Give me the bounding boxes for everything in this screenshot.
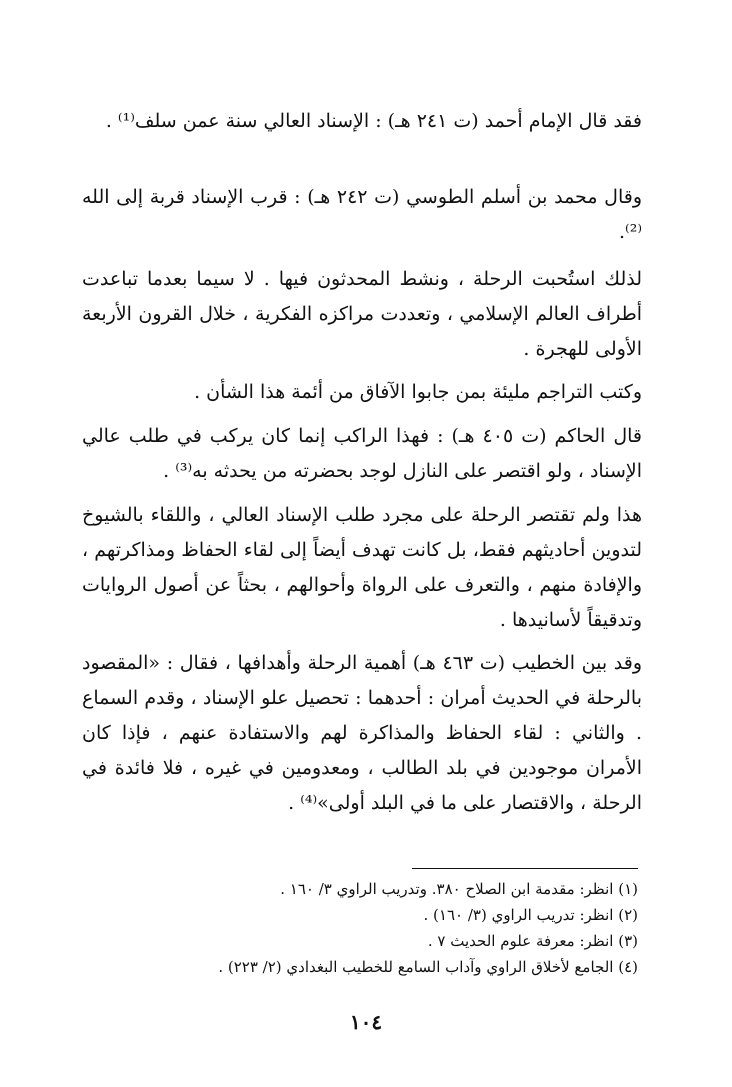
page-number: ١٠٤ <box>349 1010 383 1034</box>
paragraph-rihla-preference: لذلك استُحبت الرحلة ، ونشط المحدثون فيها . لا سيما بعدما تباعدت أطراف العالم الإسلامي ، وتعددت مراكزه الفكرية ، خلال القرون الأربعة الأولى للهجرة . <box>82 268 642 360</box>
footnote-4: (٤) الجامع لأخلاق الراوي وآداب السامع للخطيب البغدادي (٢/ ٢٢٣) . <box>218 958 638 976</box>
paragraph-tusi: وقال محمد بن أسلم الطوسي (ت ٢٤٢ هـ) : قرب الإسناد قربة إلى الله ⁽²⁾. <box>82 186 642 243</box>
footnote-2: (٢) انظر: تدريب الراوي (٣/ ١٦٠) . <box>423 906 638 924</box>
footnote-divider <box>412 868 638 869</box>
footnote-3: (٣) انظر: معرفة علوم الحديث ٧ . <box>427 932 638 950</box>
paragraph-khatib: وقد بين الخطيب (ت ٤٦٣ هـ) أهمية الرحلة وأهدافها ، فقال : «المقصود بالرحلة في الحديث أمران : أحدهما : تحصيل علو الإسناد ، وقدم السماع . والثاني : لقاء الحفاظ والمذاكرة لهم والاستفادة عنهم ، فإذا كان الأمران موجودين في بلد الطالب ، ومعدومين في غيره ، فلا فائدة في الرحلة ، والاقتصار على ما في البلد أولى»⁽⁴⁾ . <box>82 652 643 814</box>
paragraph-hakim: قال الحاكم (ت ٤٠٥ هـ) : فهذا الراكب إنما كان يركب في طلب عالي الإسناد ، ولو اقتصر على النازل لوجد بحضرته من يحدثه به⁽³⁾ . <box>82 425 643 482</box>
footnote-1: (١) انظر: مقدمة ابن الصلاح ٣٨٠. وتدريب الراوي ٣/ ١٦٠ . <box>280 880 638 898</box>
paragraph-rihla-goals: هذا ولم تقتصر الرحلة على مجرد طلب الإسناد العالي ، واللقاء بالشيوخ لتدوين أحاديثهم فقط، بل كانت تهدف أيضاً إلى لقاء الحفاظ ومذاكرتهم ، والإفادة منهم ، والتعرف على الرواة وأحوالهم ، بحثاً عن أصول الروايات وتدقيقاً لأسانيدها . <box>82 504 642 631</box>
paragraph-biographies: وكتب التراجم مليئة بمن جابوا الآفاق من أئمة هذا الشأن . <box>194 381 642 403</box>
paragraph-imam-ahmad: فقد قال الإمام أحمد (ت ٢٤١ هـ) : الإسناد العالي سنة عمن سلف⁽¹⁾ . <box>105 110 642 132</box>
